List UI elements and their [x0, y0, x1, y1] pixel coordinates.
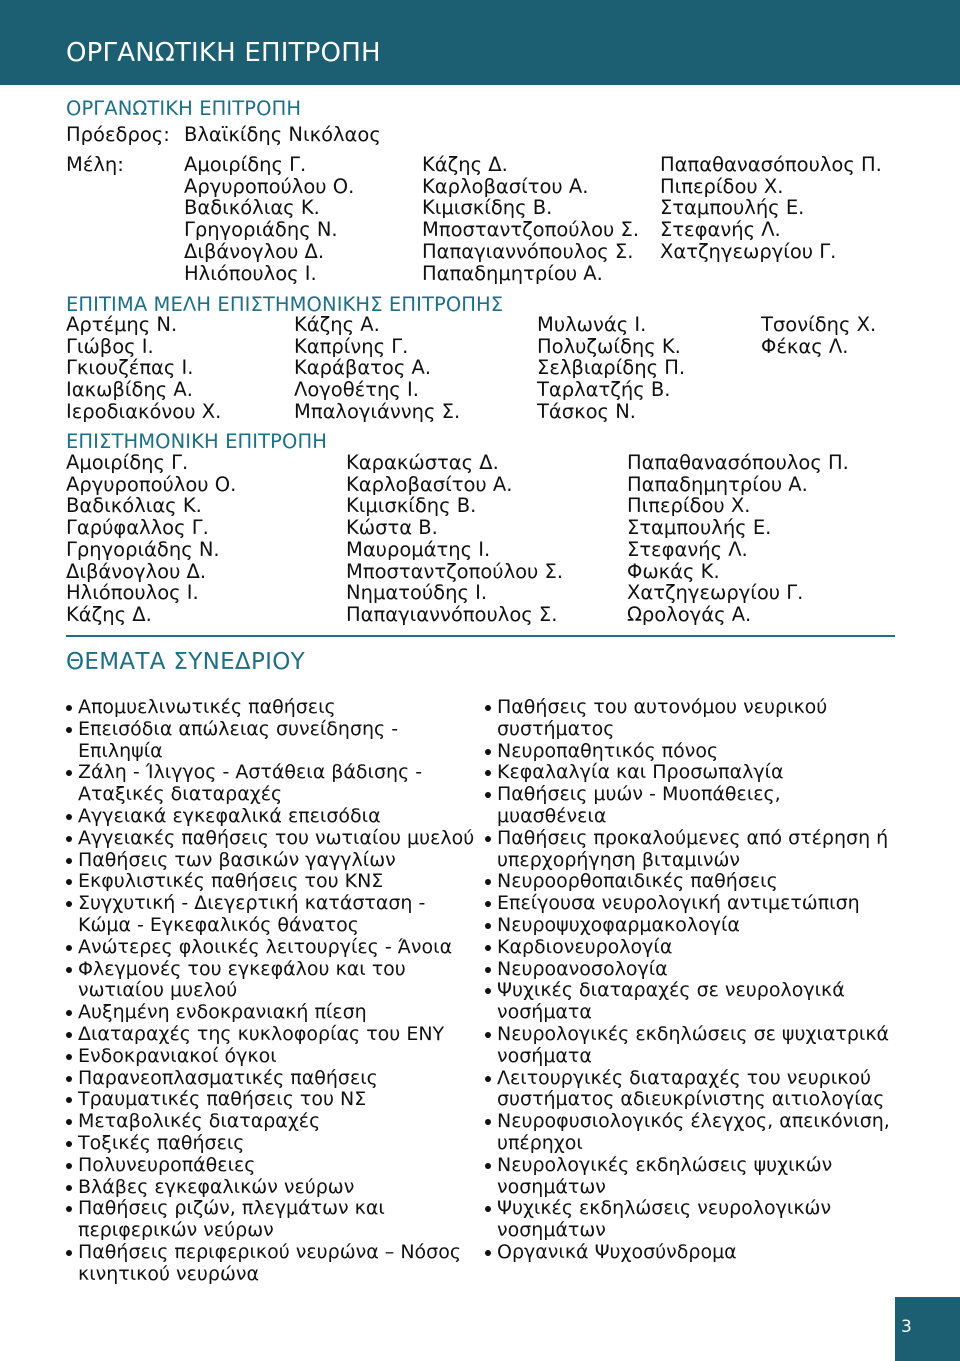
name-item: Αμοιρίδης Γ. — [184, 153, 307, 176]
name-item: Αρτέμης Ν. — [66, 313, 178, 336]
topic-item: Μεταβολικές διαταραχές — [66, 1111, 476, 1133]
topic-item: Καρδιονευρολογία — [485, 937, 895, 959]
name-item: Ωρολογάς Α. — [627, 602, 752, 626]
topic-item: Συγχυτική - Διεγερτική κατάσταση - Κώμα - Εγκεφαλικός θάνατος — [66, 893, 476, 937]
topic-item: Παθήσεις των βασικών γαγγλίων — [66, 850, 476, 872]
name-item: Παπαγιαννόπουλος Σ. — [422, 239, 634, 263]
topic-item: Οργανικά Ψυχοσύνδρομα — [485, 1242, 895, 1264]
topic-item: Παθήσεις ριζών, πλεγμάτων και περιφερικών νεύρων — [66, 1198, 476, 1242]
topic-item: Βλάβες εγκεφαλικών νεύρων — [66, 1177, 476, 1199]
name-item: Αργυροπούλου Ο. — [66, 472, 237, 496]
name-item: Καρλοβασίτου Α. — [346, 472, 513, 496]
scientific-col1 — [66, 452, 236, 626]
topic-item: Νευρολογικές εκδηλώσεις ψυχικών νοσημάτων — [485, 1155, 895, 1199]
name-item: Στεφανής Λ. — [627, 537, 748, 561]
topic-item: Τοξικές παθήσεις — [66, 1133, 476, 1155]
page-title: ΟΡΓΑΝΩΤΙΚΗ ΕΠΙΤΡΟΠΗ — [66, 38, 381, 68]
name-item: Ηλιόπουλος Ι. — [66, 581, 199, 605]
topic-item: Νευροανοσολογία — [485, 959, 895, 981]
name-item: Τσονίδης Χ. — [761, 313, 877, 336]
topic-item: Αυξημένη ενδοκρανιακή πίεση — [66, 1002, 476, 1024]
name-item: Γρηγοριάδης Ν. — [66, 537, 220, 561]
name-item: Χατζηγεωργίου Γ. — [627, 581, 804, 605]
president-label: Πρόεδρος: — [66, 123, 170, 146]
topic-item: Παθήσεις περιφερικού νευρώνα – Νόσος κινητικού νευρώνα — [66, 1242, 476, 1286]
topic-item: Νευροψυχοφαρμακολογία — [485, 915, 895, 937]
name-item: Καρλοβασίτου Α. — [422, 174, 589, 198]
honorary-col4 — [761, 314, 876, 357]
name-item: Σταμπουλής Ε. — [627, 516, 772, 540]
topic-item: Απομυελινωτικές παθήσεις — [66, 697, 476, 719]
topic-item: Επεισόδια απώλειας συνείδησης - Επιληψία — [66, 719, 476, 763]
topic-item: Νευρολογικές εκδηλώσεις σε ψυχιατρικά νοσήματα — [485, 1024, 895, 1068]
topic-item: Ζάλη - Ίλιγγος - Αστάθεια βάδισης - Αταξικές διαταραχές — [66, 762, 476, 806]
name-item: Διβάνογλου Δ. — [66, 559, 207, 583]
name-item: Ταρλατζής Β. — [537, 378, 671, 402]
name-item: Καπρίνης Γ. — [294, 334, 409, 358]
topic-item: Επείγουσα νευρολογική αντιμετώπιση — [485, 893, 895, 915]
name-item: Στεφανής Λ. — [660, 218, 781, 242]
name-item: Πιπερίδου Χ. — [627, 494, 751, 518]
topic-item: Λειτουργικές διαταραχές του νευρικού συστήματος αδιευκρίνιστης αιτιολογίας — [485, 1068, 895, 1112]
topics-right-list — [485, 697, 895, 1264]
topic-item: Κεφαλαλγία και Προσωπαλγία — [485, 762, 895, 784]
section-divider — [66, 635, 895, 637]
name-item: Κάζης Δ. — [66, 602, 152, 626]
name-item: Μαυρομάτης Ι. — [346, 537, 491, 561]
members-col2 — [422, 154, 639, 284]
name-item: Ιεροδιακόνου Χ. — [66, 399, 222, 423]
honorary-col1 — [66, 314, 221, 423]
name-item: Νηματούδης Ι. — [346, 581, 488, 605]
name-item: Κάζης Α. — [294, 313, 380, 336]
topic-item: Ενδοκρανιακοί όγκοι — [66, 1046, 476, 1068]
name-item: Σελβιαρίδης Π. — [537, 356, 686, 380]
name-item: Χατζηγεωργίου Γ. — [660, 239, 837, 263]
topics-heading: ΘΕΜΑΤΑ ΣΥΝΕΔΡΙΟΥ — [66, 649, 305, 675]
name-item: Κιμισκίδης Β. — [422, 196, 553, 220]
name-item: Γκιουζέπας Ι. — [66, 356, 194, 380]
name-item: Ηλιόπουλος Ι. — [184, 261, 317, 285]
name-item: Βαδικόλιας Κ. — [66, 494, 202, 518]
name-item: Λογοθέτης Ι. — [294, 378, 419, 402]
topic-item: Νευροορθοπαιδικές παθήσεις — [485, 871, 895, 893]
name-item: Πολυζωίδης Κ. — [537, 334, 681, 358]
scientific-col2 — [346, 452, 563, 626]
name-item: Βαδικόλιας Κ. — [184, 196, 320, 220]
name-item: Αμοιρίδης Γ. — [66, 451, 189, 474]
name-item: Πιπερίδου Χ. — [660, 174, 784, 198]
name-item: Ιακωβίδης Α. — [66, 378, 193, 402]
topic-item: Παρανεοπλασματικές παθήσεις — [66, 1068, 476, 1090]
topic-item: Ψυχικές διαταραχές σε νευρολογικά νοσήματα — [485, 980, 895, 1024]
topic-item: Παθήσεις μυών - Μυοπάθειες, μυασθένεια — [485, 784, 895, 828]
topic-item: Νευροπαθητικός πόνος — [485, 741, 895, 763]
name-item: Παπαδημητρίου Α. — [627, 472, 808, 496]
topic-item: Τραυματικές παθήσεις του ΝΣ — [66, 1089, 476, 1111]
name-item: Φωκάς Κ. — [627, 559, 720, 583]
name-item: Μπαλογιάννης Σ. — [294, 399, 461, 423]
members-col3 — [660, 154, 882, 263]
name-item: Σταμπουλής Ε. — [660, 196, 805, 220]
members-label: Μέλη: — [66, 153, 124, 176]
name-item: Κάζης Δ. — [422, 153, 508, 176]
name-item: Παπαδημητρίου Α. — [422, 261, 603, 285]
honorary-heading: ΕΠΙΤΙΜΑ ΜΕΛΗ ΕΠΙΣΤΗΜΟΝΙΚΗΣ ΕΠΙΤΡΟΠΗΣ — [66, 293, 504, 316]
members-col1 — [184, 154, 354, 284]
page-number: 3 — [901, 1317, 912, 1337]
name-item: Γρηγοριάδης Ν. — [184, 218, 338, 242]
honorary-col3 — [537, 314, 685, 423]
topic-item: Νευροφυσιολογικός έλεγχος, απεικόνιση, υπέρηχοι — [485, 1111, 895, 1155]
name-item: Κώστα Β. — [346, 516, 438, 540]
name-item: Παπαθανασόπουλος Π. — [660, 153, 882, 176]
name-item: Καρακώστας Δ. — [346, 451, 499, 474]
name-item: Αργυροπούλου Ο. — [184, 174, 355, 198]
name-item: Μποσταντζοπούλου Σ. — [422, 218, 640, 242]
scientific-heading: ΕΠΙΣΤΗΜΟΝΙΚΗ ΕΠΙΤΡΟΠΗ — [66, 430, 327, 453]
scientific-col3 — [627, 452, 849, 626]
organizing-heading: ΟΡΓΑΝΩΤΙΚΗ ΕΠΙΤΡΟΠΗ — [66, 97, 302, 120]
topic-item: Παθήσεις του αυτονόμου νευρικού συστήματος — [485, 697, 895, 741]
name-item: Μυλωνάς Ι. — [537, 313, 647, 336]
name-item: Γιώβος Ι. — [66, 334, 154, 358]
name-item: Καράβατος Α. — [294, 356, 432, 380]
name-item: Μποσταντζοπούλου Σ. — [346, 559, 564, 583]
name-item: Φέκας Λ. — [761, 334, 849, 358]
name-item: Παπαγιαννόπουλος Σ. — [346, 602, 558, 626]
name-item: Διβάνογλου Δ. — [184, 239, 325, 263]
topic-item: Παθήσεις προκαλούμενες από στέρηση ή υπερχορήγηση βιταμινών — [485, 828, 895, 872]
president-name: Βλαϊκίδης Νικόλαος — [184, 123, 381, 146]
topic-item: Αγγειακά εγκεφαλικά επεισόδια — [66, 806, 476, 828]
topics-left-list — [66, 697, 476, 1286]
name-item: Παπαθανασόπουλος Π. — [627, 451, 849, 474]
topic-item: Αγγειακές παθήσεις του νωτιαίου μυελού — [66, 828, 476, 850]
name-item: Τάσκος Ν. — [537, 399, 636, 423]
topic-item: Ανώτερες φλοιικές λειτουργίες - Άνοια — [66, 937, 476, 959]
topic-item: Φλεγμονές του εγκεφάλου και του νωτιαίου μυελού — [66, 959, 476, 1003]
topic-item: Ψυχικές εκδηλώσεις νευρολογικών νοσημάτων — [485, 1198, 895, 1242]
topic-item: Πολυνευροπάθειες — [66, 1155, 476, 1177]
topic-item: Διαταραχές της κυκλοφορίας του ΕΝΥ — [66, 1024, 476, 1046]
honorary-col2 — [294, 314, 460, 423]
name-item: Κιμισκίδης Β. — [346, 494, 477, 518]
topic-item: Εκφυλιστικές παθήσεις του ΚΝΣ — [66, 871, 476, 893]
name-item: Γαρύφαλλος Γ. — [66, 516, 209, 540]
